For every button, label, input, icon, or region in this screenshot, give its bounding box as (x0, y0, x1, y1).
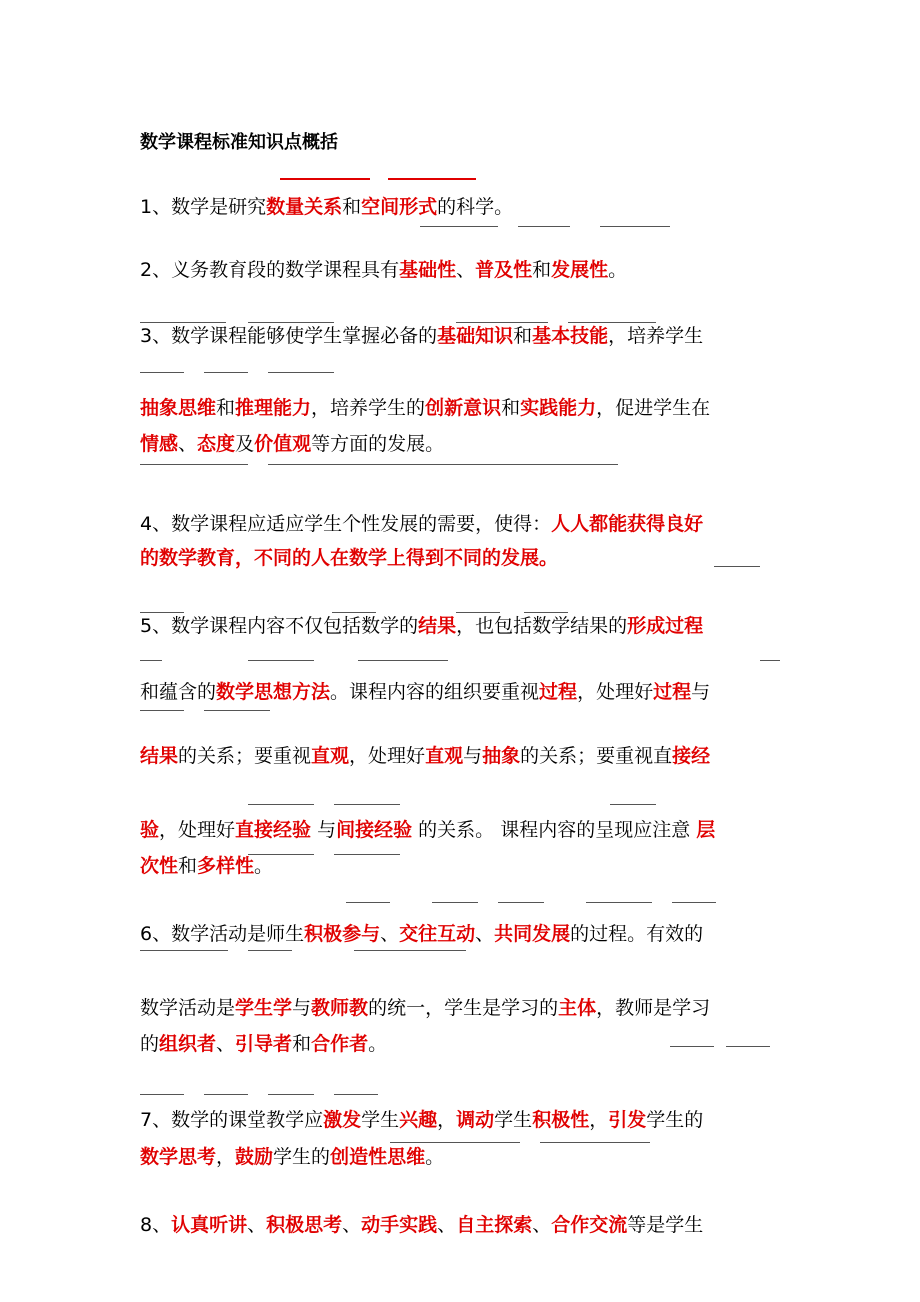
key-term: 接经 (672, 745, 711, 767)
key-term: 结果 (140, 745, 179, 767)
text-segment: 与 (311, 819, 337, 841)
text-segment: 的关系；要重视直 (520, 745, 673, 767)
text-segment: 、 (437, 1214, 457, 1236)
text-segment: 学生的 (273, 1146, 331, 1168)
item-6-line-2 (140, 996, 710, 1020)
key-term: 数学思想方法 (216, 681, 331, 703)
key-term: 间接经验 (336, 819, 413, 841)
item-3-line-2 (140, 396, 710, 420)
key-term: 直观 (425, 745, 464, 767)
key-term: 实践能力 (520, 397, 597, 419)
text-segment: 、 (178, 433, 198, 455)
item-5-line-1 (140, 614, 703, 638)
key-term: 动手实践 (361, 1214, 438, 1236)
text-segment: 的科学。 (437, 196, 514, 218)
item-7-line-1 (140, 1108, 703, 1132)
key-term: 共同发展 (494, 923, 571, 945)
key-term: 多样性 (197, 855, 255, 877)
key-term: 抽象思维 (140, 397, 217, 419)
key-term: 认真听讲 (171, 1214, 248, 1236)
key-term: 情感 (140, 433, 179, 455)
text-segment: 的关系。 课程内容的呈现应注意 (412, 819, 697, 841)
text-segment: 和 (513, 325, 533, 347)
key-term: 学生学 (235, 997, 293, 1019)
text-segment: 学生 (494, 1109, 533, 1131)
key-term: 积极参与 (304, 923, 381, 945)
key-term: 合作交流 (551, 1214, 628, 1236)
text-segment: 的过程。有效的 (570, 923, 704, 945)
item-4-line-1 (140, 512, 703, 536)
text-segment: 。课程内容的组织要重视 (330, 681, 540, 703)
text-segment: 、 (475, 923, 495, 945)
item-7-line-2 (140, 1145, 444, 1169)
key-term: 激发 (323, 1109, 362, 1131)
text-segment: 和 (292, 1033, 312, 1055)
key-term: 调动 (456, 1109, 495, 1131)
text-segment: 。 (608, 259, 628, 281)
text-segment: 与 (691, 681, 711, 703)
key-term: 教师教 (311, 997, 369, 1019)
item-3-line-3 (140, 432, 444, 456)
text-segment: 、 (247, 1214, 267, 1236)
key-term: 创造性思维 (330, 1146, 426, 1168)
text-segment: 和蕴含的 (140, 681, 217, 703)
key-term: 交往互动 (399, 923, 476, 945)
key-term: 数学思考 (140, 1146, 217, 1168)
text-segment: 、 (216, 1033, 236, 1055)
text-segment: 5、数学课程内容不仅包括数学的 (140, 615, 419, 637)
key-term: 直接经验 (235, 819, 312, 841)
key-term: 引发 (608, 1109, 647, 1131)
item-5-line-4 (140, 818, 715, 842)
key-term: 的数学教育，不同的人在数学上得到不同的发展。 (140, 547, 559, 569)
text-segment: 7、数学的课堂教学应 (140, 1109, 324, 1131)
item-6-line-3 (140, 1032, 387, 1056)
text-segment: 及 (235, 433, 255, 455)
text-segment: 8、 (140, 1214, 172, 1236)
text-segment: 和 (532, 259, 552, 281)
text-segment: 、 (456, 259, 476, 281)
text-segment: 与 (292, 997, 312, 1019)
key-term: 推理能力 (235, 397, 312, 419)
key-term: 组织者 (159, 1033, 217, 1055)
key-term: 自主探索 (456, 1214, 533, 1236)
key-term: 基础性 (399, 259, 457, 281)
text-segment: 和 (178, 855, 198, 877)
key-term: 基本技能 (532, 325, 609, 347)
key-term: 次性 (140, 855, 179, 877)
text-segment: 数学活动是 (140, 997, 236, 1019)
key-term: 过程 (539, 681, 578, 703)
text-segment: ，促进学生在 (596, 397, 711, 419)
text-segment: 。 (254, 855, 274, 877)
key-term: 结果 (418, 615, 457, 637)
text-segment: 学生 (361, 1109, 400, 1131)
key-term: 人人都能获得良好 (551, 513, 704, 535)
item-8-line-1 (140, 1213, 703, 1237)
text-segment: ，处理好 (349, 745, 426, 767)
item-5-line-2 (140, 680, 710, 704)
text-segment: 学生的 (646, 1109, 704, 1131)
key-term: 积极思考 (266, 1214, 343, 1236)
key-term: 引导者 (235, 1033, 293, 1055)
key-term: 创新意识 (425, 397, 502, 419)
key-term: 验 (140, 819, 160, 841)
key-term: 层 (696, 819, 716, 841)
key-term: 基础知识 (437, 325, 514, 347)
key-term: 直观 (311, 745, 350, 767)
text-segment: 等方面的发展。 (311, 433, 445, 455)
key-term: 鼓励 (235, 1146, 274, 1168)
text-segment: 4、数学课程应适应学生个性发展的需要，使得： (140, 513, 552, 535)
item-6-line-1 (140, 922, 703, 946)
key-term: 空间形式 (361, 196, 438, 218)
text-segment: 。 (425, 1146, 445, 1168)
key-term: 过程 (653, 681, 692, 703)
key-term: 形成过程 (627, 615, 704, 637)
text-segment: 和 (216, 397, 236, 419)
item-2-line-1 (140, 258, 627, 282)
key-term: 数量关系 (266, 196, 343, 218)
key-term: 价值观 (254, 433, 312, 455)
text-segment: 1、数学是研究 (140, 196, 267, 218)
key-term: 兴趣 (399, 1109, 438, 1131)
text-segment: 3、数学课程能够使学生掌握必备的 (140, 325, 438, 347)
text-segment: ，处理好 (159, 819, 236, 841)
key-term: 主体 (558, 997, 597, 1019)
text-segment: ，教师是学习 (596, 997, 711, 1019)
text-segment: ， (216, 1146, 236, 1168)
text-segment: 、 (380, 923, 400, 945)
text-segment: ，也包括数学结果的 (456, 615, 628, 637)
text-segment: 、 (342, 1214, 362, 1236)
text-segment: ， (437, 1109, 457, 1131)
item-1-line-1 (140, 195, 513, 219)
key-term: 发展性 (551, 259, 609, 281)
text-segment: 6、数学活动是师生 (140, 923, 305, 945)
document-title: 数学课程标准知识点概括 (140, 132, 338, 153)
item-5-line-3 (140, 744, 710, 768)
text-segment: 的统一，学生是学习的 (368, 997, 559, 1019)
text-segment: 与 (463, 745, 483, 767)
text-segment: 和 (501, 397, 521, 419)
text-segment: 。 (368, 1033, 388, 1055)
text-segment: 和 (342, 196, 362, 218)
key-term: 普及性 (475, 259, 533, 281)
text-segment: ，培养学生的 (311, 397, 426, 419)
text-segment: 2、义务教育段的数学课程具有 (140, 259, 400, 281)
key-term: 态度 (197, 433, 236, 455)
text-segment: ，处理好 (577, 681, 654, 703)
item-4-line-2 (140, 546, 558, 570)
text-segment: 、 (532, 1214, 552, 1236)
text-segment: 的 (140, 1033, 160, 1055)
key-term: 合作者 (311, 1033, 369, 1055)
text-segment: ，培养学生 (608, 325, 704, 347)
item-3-line-1 (140, 324, 703, 348)
text-segment: ， (589, 1109, 609, 1131)
item-5-line-5 (140, 854, 273, 878)
key-term: 积极性 (532, 1109, 590, 1131)
text-segment: 等是学生 (627, 1214, 704, 1236)
key-term: 抽象 (482, 745, 521, 767)
text-segment: 的关系；要重视 (178, 745, 312, 767)
